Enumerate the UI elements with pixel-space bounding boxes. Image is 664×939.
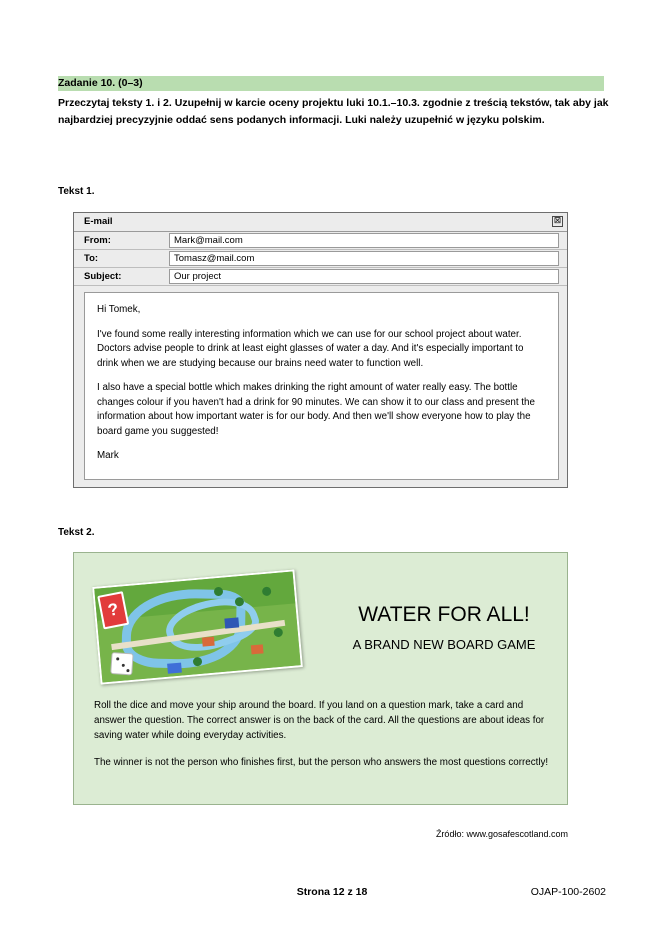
email-body-signature: Mark [97,450,119,461]
email-from-label: From: [84,235,111,246]
board-game-poster [73,552,568,805]
poster-subtitle: A BRAND NEW BOARD GAME [352,637,536,652]
email-to-label: To: [84,253,99,264]
source-note: Źródło: www.gosafescotland.com [435,829,568,839]
email-subject-input[interactable]: Our project [169,269,559,284]
email-field-from-row [74,232,567,250]
task-heading: Zadanie 10. (0–3) [58,77,143,89]
tekst-2-label: Tekst 2. [58,527,95,538]
question-card-icon: ? [97,591,129,629]
email-window-title: E-mail [84,216,113,227]
board-game-image [92,569,303,684]
poster-top-section [74,553,567,688]
close-icon[interactable]: ⊠ [553,216,562,226]
poster-title: WATER FOR ALL! [358,603,530,626]
email-to-input[interactable]: Tomasz@mail.com [169,251,559,266]
email-window [73,212,568,488]
poster-description [94,698,552,770]
email-subject-label: Subject: [84,271,122,282]
email-body-paragraph: Hi Tomek, [97,304,141,315]
email-body-paragraph: I've found some really interesting information which we can use for our school project about water. Doctors advise people to drink at least eight glasses of water a day. And it's especially important to drink when we are studying because our brains need water to function well. [97,328,524,369]
email-body [84,292,559,480]
email-field-subject-row [74,268,567,286]
dice-icon [110,652,133,675]
email-field-to-row [74,250,567,268]
task-instructions: Przeczytaj teksty 1. i 2. Uzupełnij w karcie oceny projektu luki 10.1.–10.3. zgodnie z treścią tekstów, tak aby jak najbardziej precyzyjnie oddać sens podanych informacji. Luki należy uzupełnić w języku polskim. [58,97,609,126]
tekst-1-label: Tekst 1. [58,186,95,197]
email-titlebar [74,213,567,232]
page-number: Strona 12 z 18 [296,886,368,898]
poster-paragraph: Roll the dice and move your ship around the board. If you land on a question mark, take a card and answer the question. The correct answer is on the back of the card. All the questions are about ideas for saving water while doing everyday activities. [94,700,545,741]
email-from-input[interactable]: Mark@mail.com [169,233,559,248]
document-code: OJAP-100-2602 [530,886,606,898]
poster-paragraph: The winner is not the person who finishes first, but the person who answers the most questions correctly! [94,757,549,768]
email-body-paragraph: I also have a special bottle which makes drinking the right amount of water really easy. The bottle changes colour if you haven't had a drink for 90 minutes. We can show it to our class and present the information about how important water is for our body. And then we'll show everyone how to play the board game you suggested! [97,382,535,437]
